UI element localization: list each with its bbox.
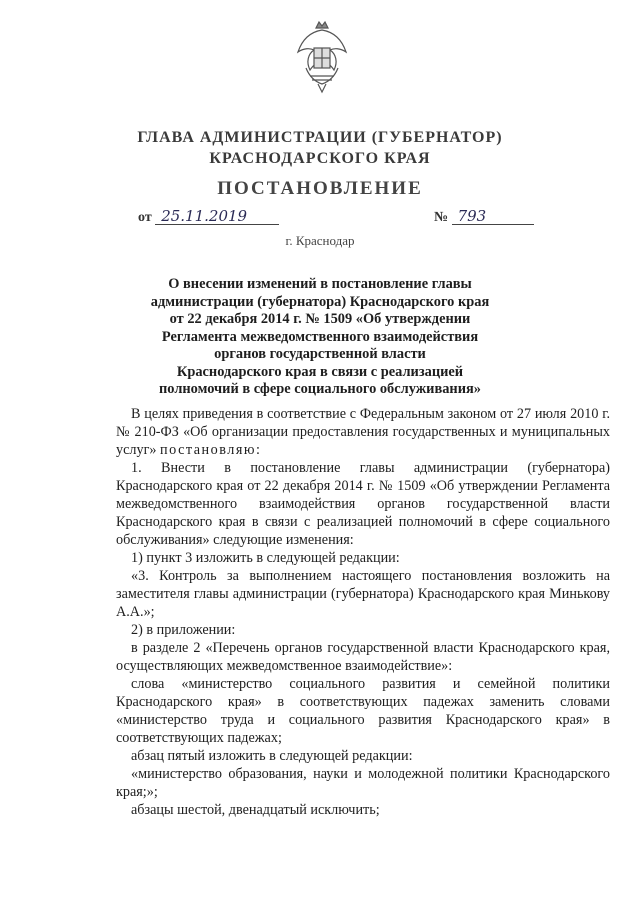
date-prefix: от xyxy=(138,210,152,225)
title-line: от 22 декабря 2014 г. № 1509 «Об утверждении xyxy=(169,311,471,327)
preamble-text: В целях приведения в соответствие с Федеральным законом от 27 июля 2010 г. № 210-ФЗ «Об организации предоставления государственных и муниципальных услуг» xyxy=(116,406,610,458)
authority-line-1: ГЛАВА АДМИНИСТРАЦИИ (ГУБЕРНАТОР) xyxy=(137,129,503,146)
body-paragraph: в разделе 2 «Перечень органов государственной власти Краснодарского края, осуществляющих межведомственное взаимодействие»: xyxy=(116,640,610,674)
date-handwritten: 25.11.2019 xyxy=(155,208,279,225)
number-prefix: № xyxy=(434,210,449,225)
date-line xyxy=(138,208,279,226)
body-paragraph: абзацы шестой, двенадцатый исключить; xyxy=(131,802,380,818)
body-paragraph: слова «министерство социального развития и семейной политики Краснодарского края» в соответствующих падежах заменить словами «министерство труда и социального развития Краснодарского края» в соответствующих падежах; xyxy=(116,676,610,746)
city-name: г. Краснодар xyxy=(285,233,355,248)
title-line: Регламента межведомственного взаимодействия xyxy=(161,328,479,345)
title-line: О внесении изменений в постановление главы xyxy=(168,276,472,292)
document-title xyxy=(120,276,520,399)
body-paragraph: «министерство образования, науки и молодежной политики Краснодарского края;»; xyxy=(116,766,610,800)
body-paragraph: «3. Контроль за выполнением настоящего постановления возложить на заместителя главы администрации (губернатора) Краснодарского края Минькову А.А.»; xyxy=(116,568,610,620)
body-paragraph: 2) в приложении: xyxy=(131,622,236,638)
body-paragraph: 1) пункт 3 изложить в следующей редакции: xyxy=(131,550,400,566)
authority-line-2: КРАСНОДАРСКОГО КРАЯ xyxy=(209,150,431,167)
number-line xyxy=(434,208,534,226)
title-line: администрации (губернатора) Краснодарского края xyxy=(150,293,490,310)
body-paragraph: 1. Внести в постановление главы администрации (губернатора) Краснодарского края от 22 декабря 2014 г. № 1509 «Об утверждении Регламента межведомственного взаимодействия органов государственной власти Краснодарского края в связи с реализацией полномочий в сфере социального обслуживания» следующие изменения: xyxy=(116,460,610,548)
title-line: органов государственной власти xyxy=(214,346,426,362)
number-handwritten: 793 xyxy=(452,208,534,225)
decree-word: постановляю: xyxy=(160,442,262,458)
preamble-paragraph xyxy=(116,405,610,459)
document-type: ПОСТАНОВЛЕНИЕ xyxy=(217,178,423,199)
title-line: Краснодарского края в связи с реализацией xyxy=(176,363,464,380)
document-body xyxy=(116,405,610,819)
body-paragraph: абзац пятый изложить в следующей редакции: xyxy=(131,748,413,764)
title-line: полномочий в сфере социального обслуживания» xyxy=(159,381,481,397)
issuing-authority xyxy=(0,127,640,169)
coat-of-arms-emblem xyxy=(292,18,352,96)
